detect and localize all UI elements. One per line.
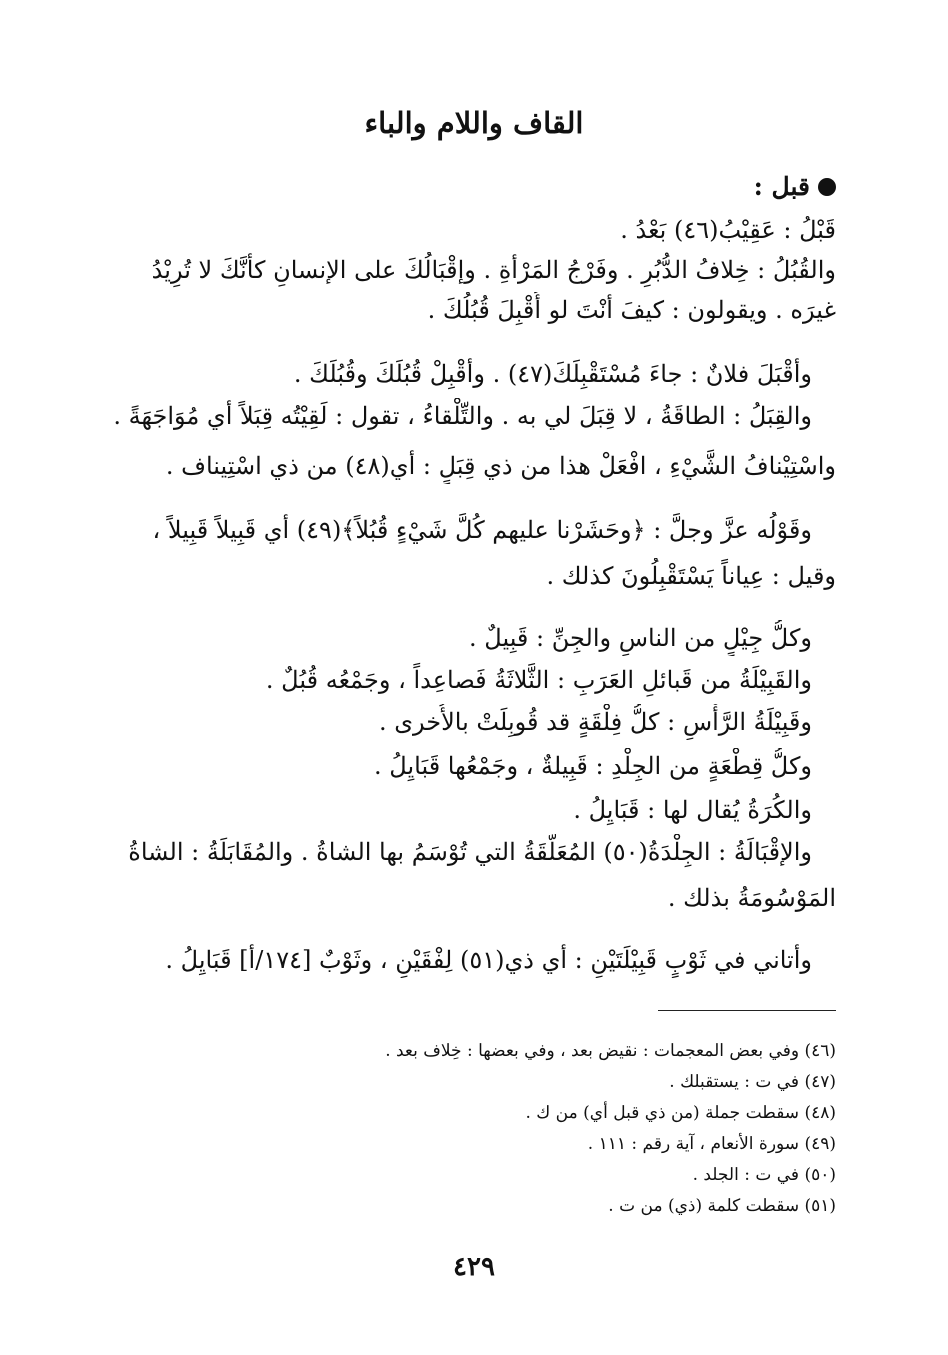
footnote-item: (٥٠) في ت : الجلد . — [692, 1165, 836, 1185]
footnote-item: (٤٩) سورة الأنعام ، آية رقم : ١١١ . — [587, 1134, 836, 1154]
bullet-icon — [818, 178, 836, 196]
entry-heading-label: قبل : — [753, 172, 810, 201]
text-line: واسْتِيْنافُ الشَّيْءِ ، افْعَلْ هذا من ذي قِبَلٍ : أي(٤٨) من ذي اسْتِيناف . — [165, 452, 836, 480]
text-line: وقَبِيْلَةُ الرَّأْسِ : كلُّ فِلْقَةٍ قد قُوبِلَتْ بالأُخرى . — [379, 708, 812, 736]
text-line: وكلُّ قِطْعَةٍ من الجِلْدِ : قَبِيلةٌ ، وجَمْعُها قَبَايِلُ . — [374, 752, 812, 780]
footnote-item: (٤٧) في ت : يستقبلك . — [669, 1072, 836, 1092]
footnote-item: (٤٨) سقطت جملة (من ذي قبل أي) من ك . — [525, 1103, 836, 1123]
text-line: والقُبُلُ : خِلافُ الدُّبُرِ . وفَرْجُ المَرْأةِ . وإقْبَالُكَ على الإنسانِ كأنَّكَ لا تُرِيْدُ — [151, 256, 836, 284]
text-line: وقَوْلُه عزَّ وجلَّ : ﴿وحَشَرْنا عليهم كُلَّ شَيْءٍ قُبُلاً﴾(٤٩) أي قَبِيلاً قَبِيلاً ، — [152, 516, 812, 544]
text-line: وقيل : عِياناً يَسْتَقْبِلُونَ كذلك . — [546, 562, 836, 590]
text-line: والكُرَةُ يُقال لها : قَبَايِلُ . — [573, 796, 812, 824]
chapter-title: القاف واللام والباء — [364, 106, 584, 140]
text-line: وأتاني في ثَوْبٍ قَبِيْلَتَيْنِ : أي ذي(٥١) لِفْقَيْنِ ، وثَوْبٌ [١٧٤/أ] قَبَايِلُ . — [165, 946, 812, 974]
text-line: وكلُّ جِيْلٍ من الناسِ والجِنِّ : قَبِيلٌ . — [469, 624, 812, 652]
footnote-item: (٥١) سقطت كلمة (ذي) من ت . — [608, 1196, 836, 1216]
text-line: المَوْسُومَةُ بذلك . — [667, 884, 836, 912]
text-line: قَبْلُ : عَقِيْبُ(٤٦) بَعْدُ . — [620, 216, 836, 244]
footnote-divider — [658, 1010, 836, 1011]
text-line: غيرَه . ويقولون : كيفَ أنْتَ لو أُقْبِلَ قُبُلُكَ . — [427, 296, 836, 324]
footnotes-list — [136, 1036, 836, 1222]
text-line: والقِبَلُ : الطاقَةُ ، لا قِبَلَ لي به . والتِّلْقاءُ ، تقول : لَقِيْتُه قِبَلاً أي مُوَاجَهَةً . — [113, 402, 812, 430]
footnote-item: (٤٦) وفي بعض المعجمات : نقيض بعد ، وفي بعضها : خِلاف بعد . — [385, 1041, 836, 1061]
page-number: ٤٢٩ — [453, 1252, 495, 1282]
text-line: وأقْبَلَ فلانٌ : جاءَ مُسْتَقْبِلَكَ(٤٧) . وأقْبِلْ قُبُلَكَ وقُبُلَكَ . — [293, 360, 812, 388]
text-line: والإقْبَالَةُ : الجِلْدَةُ(٥٠) المُعَلَّقَةُ التي تُوْسَمُ بها الشاةُ . والمُقَابَلَةُ : الشاةُ — [128, 838, 812, 866]
text-line: والقَبِيْلَةُ من قَبائلِ العَرَبِ : الثَّلاثَةُ فَصاعِداً ، وجَمْعُه قُبُلٌ . — [265, 666, 812, 694]
entry-heading — [754, 172, 836, 201]
